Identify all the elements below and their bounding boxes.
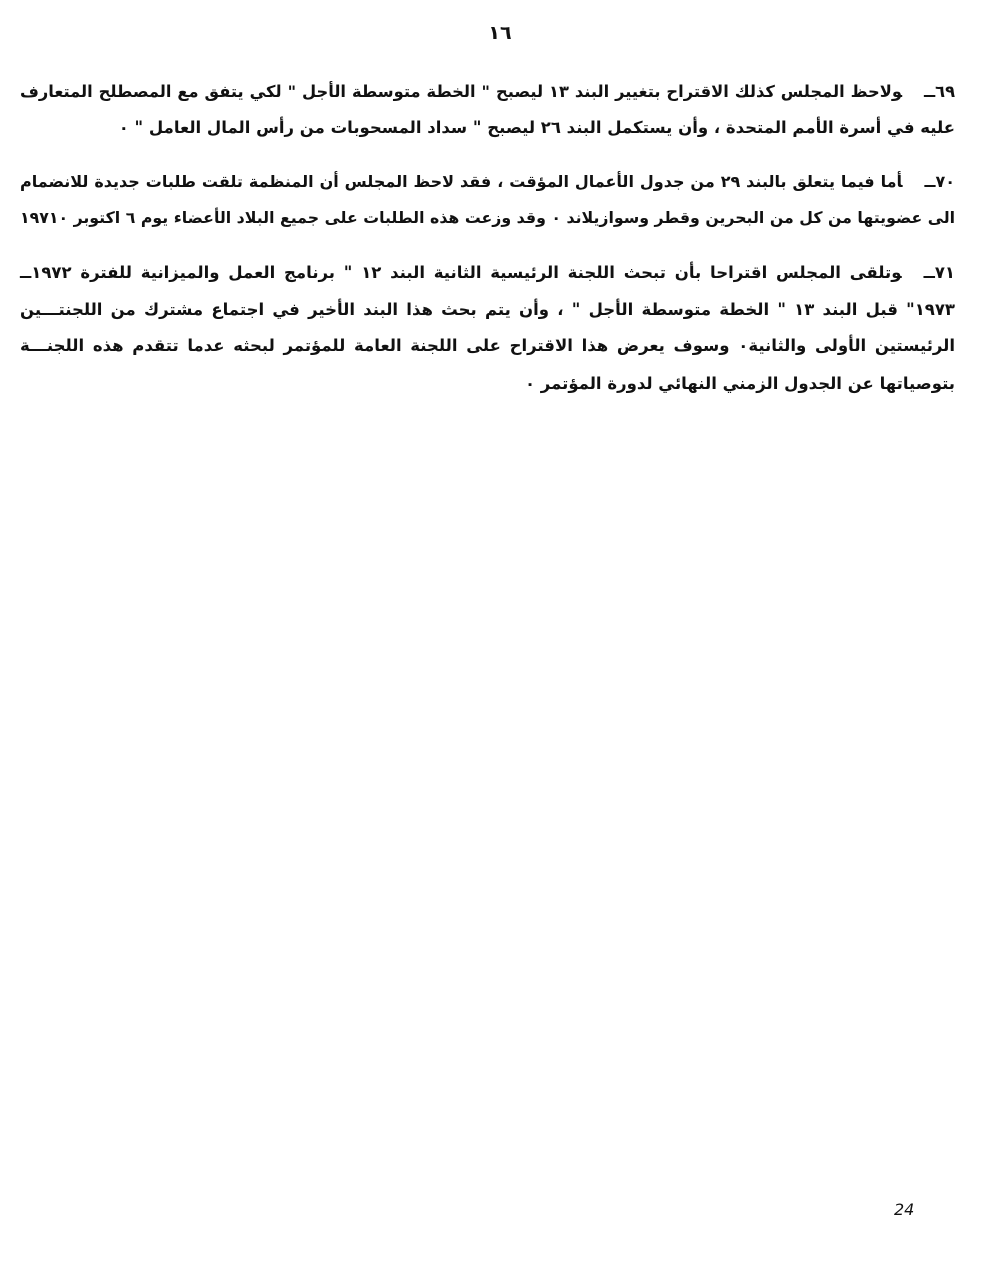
paragraph-70-text-line-1: أما فيما يتعلق بالبند ٢٩ من جدول الأعمال المؤقت ، فقد لاحظ المجلس أن المنظمة تلقت طلبات جديدة للانضمام [20, 172, 903, 191]
paragraph-69-line-2 [20, 118, 955, 137]
paragraph-71-line-2 [20, 300, 955, 319]
paragraph-71-text-line-4: بتوصياتها عن الجدول الزمني النهائي لدورة المؤتمر ٠ [524, 374, 955, 393]
footer-page-number: 24 [894, 1200, 915, 1219]
page-number-top: ١٦ [488, 22, 512, 44]
paragraph-70-text-line-2: الى عضويتها من كل من البحرين وقطر وسوازيلاند ٠ وقد وزعت هذه الطلبات على جميع البلاد الأعضاء يوم ٦ اكتوبر ١٩٧١٠ [20, 208, 956, 227]
paragraph-69-text-line-2: عليه في أسرة الأمم المتحدة ، وأن يستكمل البند ٢٦ ليصبح " سداد المسحوبات من رأس المال العامل " ٠ [118, 118, 955, 137]
paragraph-71-line-3 [20, 336, 955, 355]
paragraph-71-line-1 [20, 263, 955, 282]
paragraph-71-line-4 [20, 374, 955, 393]
paragraph-71-text-line-3: الرئيستين الأولى والثانية٠ وسوف يعرض هذا الاقتراح على اللجنة العامة للمؤتمر لبحثه عدما تتقدم هذه اللجنـــة [20, 336, 956, 355]
paragraph-71-text-line-2: ١٩٧٣" قبل البند ١٣ " الخطة متوسطة الأجل " ، وأن يتم بحث هذا البند الأخير في اجتماع مشترك من اللجنتـــين [20, 300, 955, 319]
paragraph-69-text-line-1: ولاحظ المجلس كذلك الاقتراح بتغيير البند ١٣ ليصبح " الخطة متوسطة الأجل " لكي يتفق مع المصطلح المتعارف [20, 82, 903, 101]
paragraph-70-line-2 [20, 208, 955, 227]
paragraph-number-70: ٧٠ــ [924, 172, 956, 191]
paragraph-number-69: ٦٩ــ [924, 82, 955, 101]
paragraph-69-line-1 [20, 82, 955, 101]
paragraph-71-text-line-1: وتلقى المجلس اقتراحا بأن تبحث اللجنة الرئيسية الثانية البند ١٢ " برنامج العمل والميزانية للفترة ١٩٧٢ــ [20, 263, 902, 282]
paragraph-70-line-1 [20, 172, 955, 191]
paragraph-number-71: ٧١ــ [923, 263, 955, 282]
